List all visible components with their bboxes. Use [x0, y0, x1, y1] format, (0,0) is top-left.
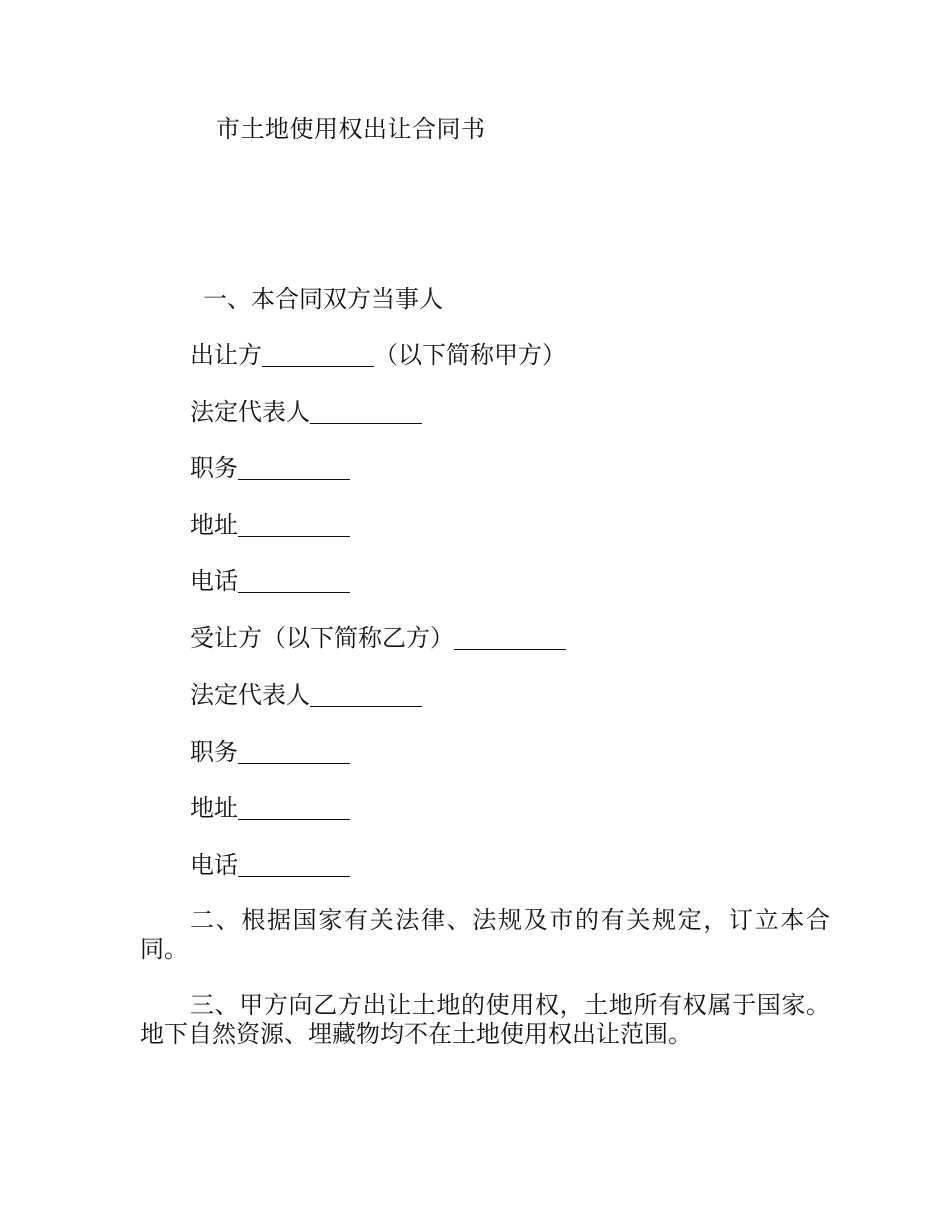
transferor-blank — [262, 365, 374, 367]
phone-label: 电话 — [190, 851, 238, 879]
party-b-address-line — [190, 793, 350, 823]
party-a-address-line — [190, 510, 350, 540]
clause-2-paragraph: 二、根据国家有关法律、法规及市的有关规定，订立本合同。 — [140, 906, 830, 963]
legal-rep-label: 法定代表人 — [190, 681, 310, 709]
legal-rep-blank — [310, 705, 422, 707]
party-a-position-line — [190, 453, 350, 483]
phone-label: 电话 — [190, 567, 238, 595]
party-b-transferee-line — [190, 623, 566, 653]
party-b-phone-line — [190, 850, 350, 880]
party-b-position-line — [190, 737, 350, 767]
document-title: 市土地使用权出让合同书 — [216, 115, 486, 143]
address-label: 地址 — [190, 511, 238, 539]
transferee-label: 受让方（以下简称乙方） — [190, 624, 454, 652]
clause-3-paragraph: 三、甲方向乙方出让土地的使用权，土地所有权属于国家。地下自然资源、埋藏物均不在土地使用权出让范围。 — [140, 991, 830, 1048]
transferee-blank — [454, 648, 566, 650]
party-a-transferor-line — [190, 340, 566, 370]
position-blank — [238, 762, 350, 764]
section-1-heading: 一、本合同双方当事人 — [203, 285, 443, 313]
position-blank — [238, 478, 350, 480]
phone-blank — [238, 591, 350, 593]
address-blank — [238, 818, 350, 820]
party-a-legal-rep-line — [190, 397, 422, 427]
legal-rep-blank — [310, 422, 422, 424]
party-b-legal-rep-line — [190, 680, 422, 710]
position-label: 职务 — [190, 738, 238, 766]
address-label: 地址 — [190, 794, 238, 822]
position-label: 职务 — [190, 454, 238, 482]
party-a-phone-line — [190, 566, 350, 596]
phone-blank — [238, 875, 350, 877]
transferor-label: 出让方 — [190, 341, 262, 369]
legal-rep-label: 法定代表人 — [190, 398, 310, 426]
address-blank — [238, 535, 350, 537]
transferor-suffix: （以下简称甲方） — [374, 341, 566, 369]
